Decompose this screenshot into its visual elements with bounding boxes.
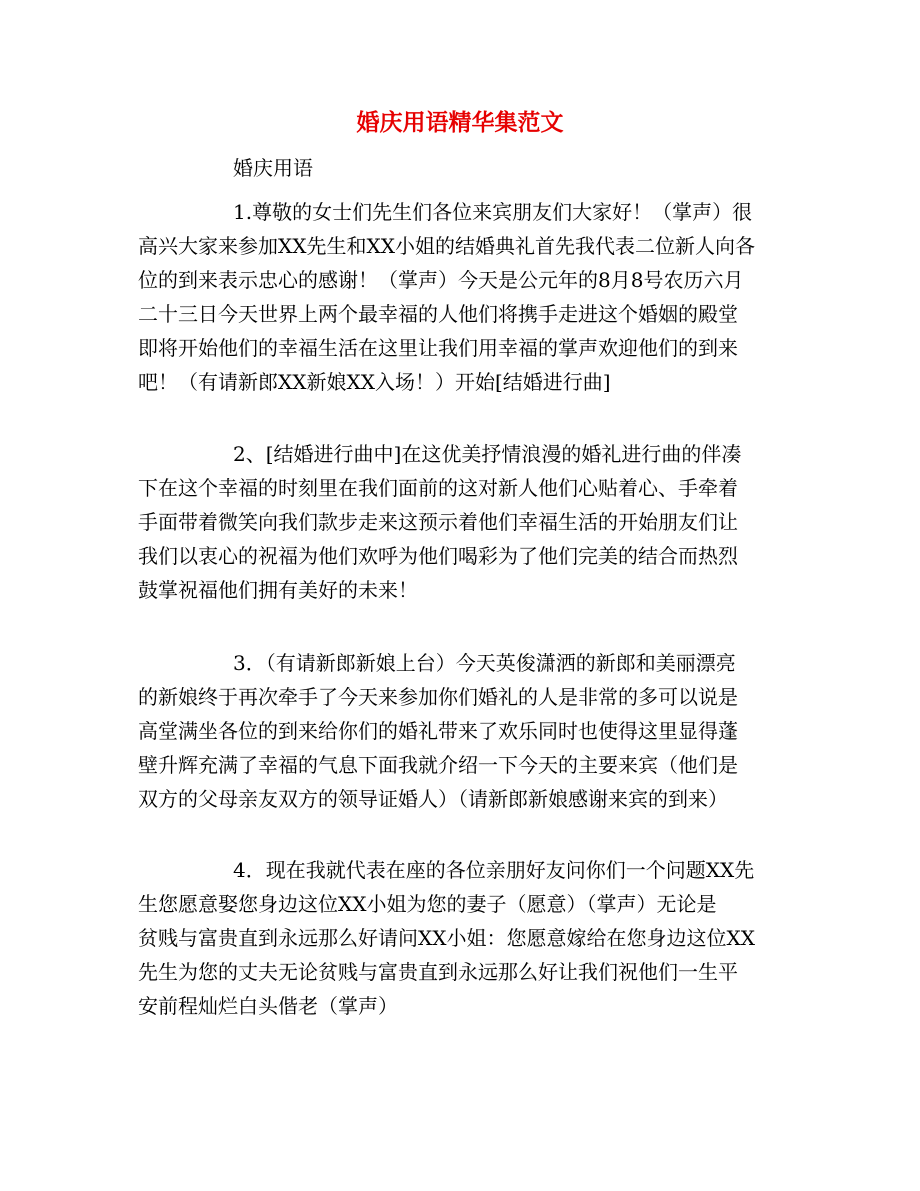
paragraph-line: 手面带着微笑向我们款步走来这预示着他们幸福生活的开始朋友们让 xyxy=(138,510,738,534)
paragraph-2 xyxy=(138,437,788,607)
paragraph-line: 安前程灿烂白头偕老（掌声） xyxy=(138,994,398,1018)
paragraph-line: 我们以衷心的祝福为他们欢呼为他们喝彩为了他们完美的结合而热烈 xyxy=(138,544,738,568)
paragraph-3 xyxy=(138,646,788,816)
paragraph-1 xyxy=(138,195,788,399)
paragraph-line: 高兴大家来参加XX先生和XX小姐的结婚典礼首先我代表二位新人向各 xyxy=(138,234,755,258)
paragraph-line: 生您愿意娶您身边这位XX小姐为您的妻子（愿意）（掌声）无论是 xyxy=(138,892,717,916)
paragraph-line: 位的到来表示忠心的感谢！（掌声）今天是公元年的8月8号农历六月 xyxy=(138,268,744,292)
paragraph-line: 的新娘终于再次牵手了今天来参加你们婚礼的人是非常的多可以说是 xyxy=(138,685,738,709)
paragraph-line: 4．现在我就代表在座的各位亲朋好友问你们一个问题XX先 xyxy=(233,858,755,882)
paragraph-line: 即将开始他们的幸福生活在这里让我们用幸福的掌声欢迎他们的到来 xyxy=(138,336,738,360)
paragraph-line: 3．（有请新郎新娘上台）今天英俊潇洒的新郎和美丽漂亮 xyxy=(233,651,736,675)
paragraph-line: 二十三日今天世界上两个最幸福的人他们将携手走进这个婚姻的殿堂 xyxy=(138,302,738,326)
paragraph-line: 下在这个幸福的时刻里在我们面前的这对新人他们心贴着心、手牵着 xyxy=(138,476,738,500)
document-title: 婚庆用语精华集范文 xyxy=(356,109,564,136)
document-subheading: 婚庆用语 xyxy=(233,156,313,180)
paragraph-line: 2、[结婚进行曲中]在这优美抒情浪漫的婚礼进行曲的伴凑 xyxy=(233,442,742,466)
paragraph-line: 贫贱与富贵直到永远那么好请问XX小姐：您愿意嫁给在您身边这位XX xyxy=(138,926,755,950)
paragraph-line: 先生为您的丈夫无论贫贱与富贵直到永远那么好让我们祝他们一生平 xyxy=(138,960,738,984)
paragraph-line: 1.尊敬的女士们先生们各位来宾朋友们大家好！（掌声）很 xyxy=(233,200,753,224)
paragraph-line: 吧！（有请新郎XX新娘XX入场！）开始[结婚进行曲] xyxy=(138,370,611,394)
paragraph-line: 壁升辉充满了幸福的气息下面我就介绍一下今天的主要来宾（他们是 xyxy=(138,753,738,777)
paragraph-4 xyxy=(138,853,788,1023)
paragraph-line: 高堂满坐各位的到来给你们的婚礼带来了欢乐同时也使得这里显得蓬 xyxy=(138,719,738,743)
paragraph-line: 双方的父母亲友双方的领导证婚人）（请新郎新娘感谢来宾的到来） xyxy=(138,787,728,811)
paragraph-line: 鼓掌祝福他们拥有美好的未来！ xyxy=(138,578,418,602)
